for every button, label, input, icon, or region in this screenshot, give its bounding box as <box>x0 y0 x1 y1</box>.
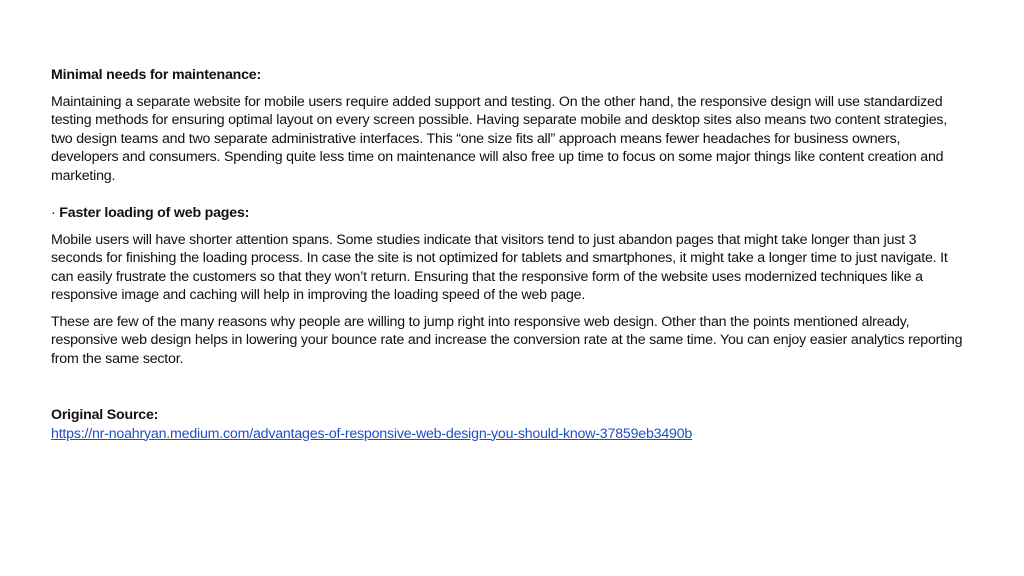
maintenance-paragraph: Maintaining a separate website for mobile users require added support and testing. On the other hand, the responsive design will use standardized testing methods for ensuring optimal layout on every screen possible. Having separate mobile and desktop sites also means two content strategies, two design teams and two separate administrative interfaces. This “one size fits all” approach means fewer headaches for business owners, developers and consumers. Spending quite less time on maintenance will also free up time to focus on some major things like content creation and marketing. <box>51 93 948 184</box>
source-label: Original Source: <box>51 407 159 423</box>
maintenance-heading: Minimal needs for maintenance: <box>51 67 262 83</box>
bullet-dot: · <box>51 205 56 221</box>
source-link[interactable]: https://nr-noahryan.medium.com/advantages-of-responsive-web-design-you-should-know-37859eb3490b <box>51 425 693 442</box>
loading-paragraph: Mobile users will have shorter attention spans. Some studies indicate that visitors tend to just abandon pages that might take longer than just 3 seconds for finishing the loading process. In case the site is not optimized for tablets and smartphones, it might take a longer time to just navigate. It can easily frustrate the customers so that they won’t return. Ensuring that the responsive form of the website uses modernized techniques like a responsive image and caching will help in improving the loading speed of the web page. <box>51 231 948 303</box>
loading-heading-line <box>51 204 967 223</box>
conclusion-paragraph: These are few of the many reasons why people are willing to jump right into responsive web design. Other than the points mentioned already, responsive web design helps in lowering your bounce rate and increase the conversion rate at the same time. You can enjoy easier analytics reporting from the same sector. <box>51 313 963 367</box>
loading-heading: Faster loading of web pages: <box>59 205 250 221</box>
slide-content <box>51 66 967 443</box>
